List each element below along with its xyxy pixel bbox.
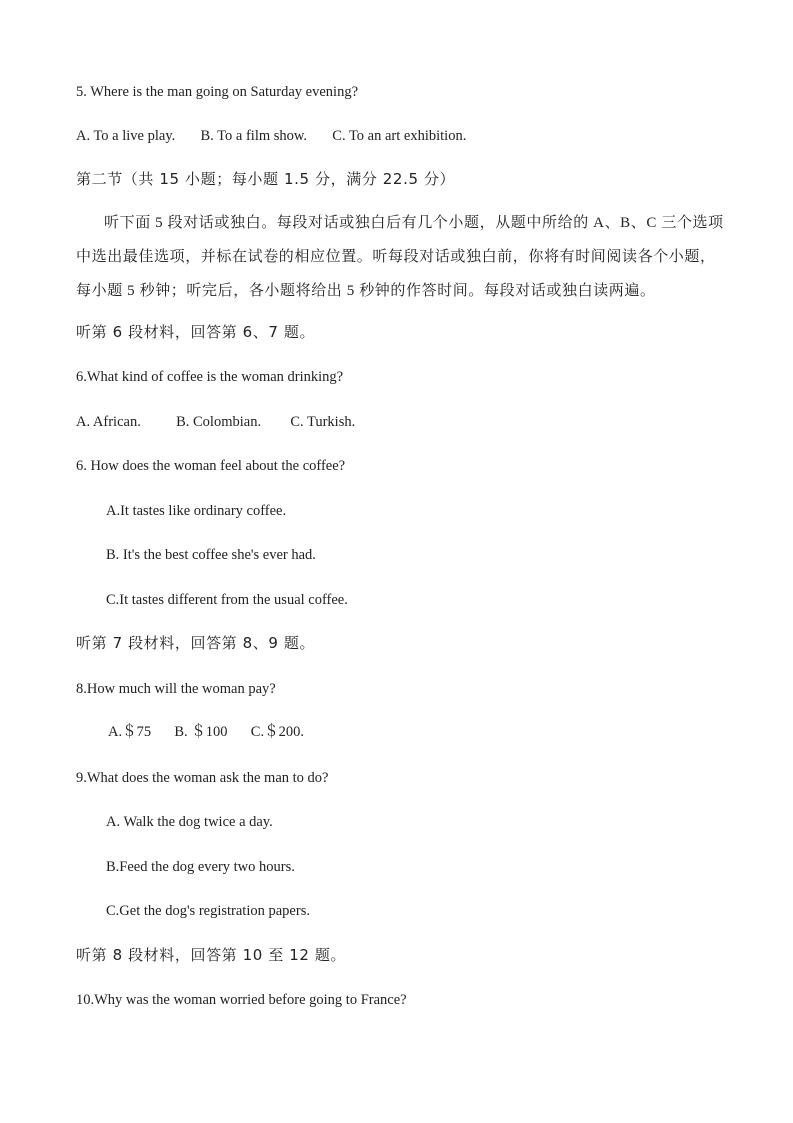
material-8-heading: 听第 8 段材料，回答第 10 至 12 题。 xyxy=(76,946,347,964)
question-9: 9.What does the woman ask the man to do? xyxy=(76,770,329,786)
option-a: A.＄75 xyxy=(108,724,152,740)
option-b: B. ＄100 xyxy=(174,724,228,740)
question-10: 10.Why was the woman worried before going to France? xyxy=(76,992,407,1008)
material-6-heading: 听第 6 段材料，回答第 6、7 题。 xyxy=(76,323,316,341)
question-7-option-c: C.It tastes different from the usual coffee. xyxy=(106,592,348,608)
option-c: C.＄200. xyxy=(250,724,304,740)
question-9-option-a: A. Walk the dog twice a day. xyxy=(106,814,273,830)
question-8-options xyxy=(108,723,304,741)
option-b: B. Colombian. xyxy=(176,414,262,430)
question-7: 6. How does the woman feel about the coffee? xyxy=(76,458,346,474)
question-6: 6.What kind of coffee is the woman drinking? xyxy=(76,369,344,385)
question-9-option-b: B.Feed the dog every two hours. xyxy=(106,859,295,875)
material-7-heading: 听第 7 段材料，回答第 8、9 题。 xyxy=(76,634,316,652)
question-7-option-b: B. It's the best coffee she's ever had. xyxy=(106,547,316,563)
question-7-option-a: A.It tastes like ordinary coffee. xyxy=(106,503,287,519)
question-6-options xyxy=(76,413,355,431)
option-c: C. Turkish. xyxy=(290,414,356,430)
option-b: B. To a film show. xyxy=(200,128,308,144)
section-2-heading: 第二节（共 15 小题；每小题 1.5 分，满分 22.5 分） xyxy=(76,170,456,188)
question-5-options xyxy=(76,127,466,145)
option-a: A. To a live play. xyxy=(76,128,176,144)
option-a: A. African. xyxy=(76,414,141,430)
question-5: 5. Where is the man going on Saturday evening? xyxy=(76,84,359,100)
section-2-instructions: 听下面 5 段对话或独白。每段对话或独白后有几个小题，从题中所给的 A、B、C 三个选项中选出最佳选项，并标在试卷的相应位置。听每段对话或独白前，你将有时间阅读各个小题，每小题 5 秒钟；听完后，各小题将给出 5 秒钟的作答时间。每段对话或独白读两遍。 xyxy=(76,215,724,299)
question-8: 8.How much will the woman pay? xyxy=(76,681,276,697)
question-9-option-c: C.Get the dog's registration papers. xyxy=(106,903,310,919)
option-c: C. To an art exhibition. xyxy=(332,128,467,144)
